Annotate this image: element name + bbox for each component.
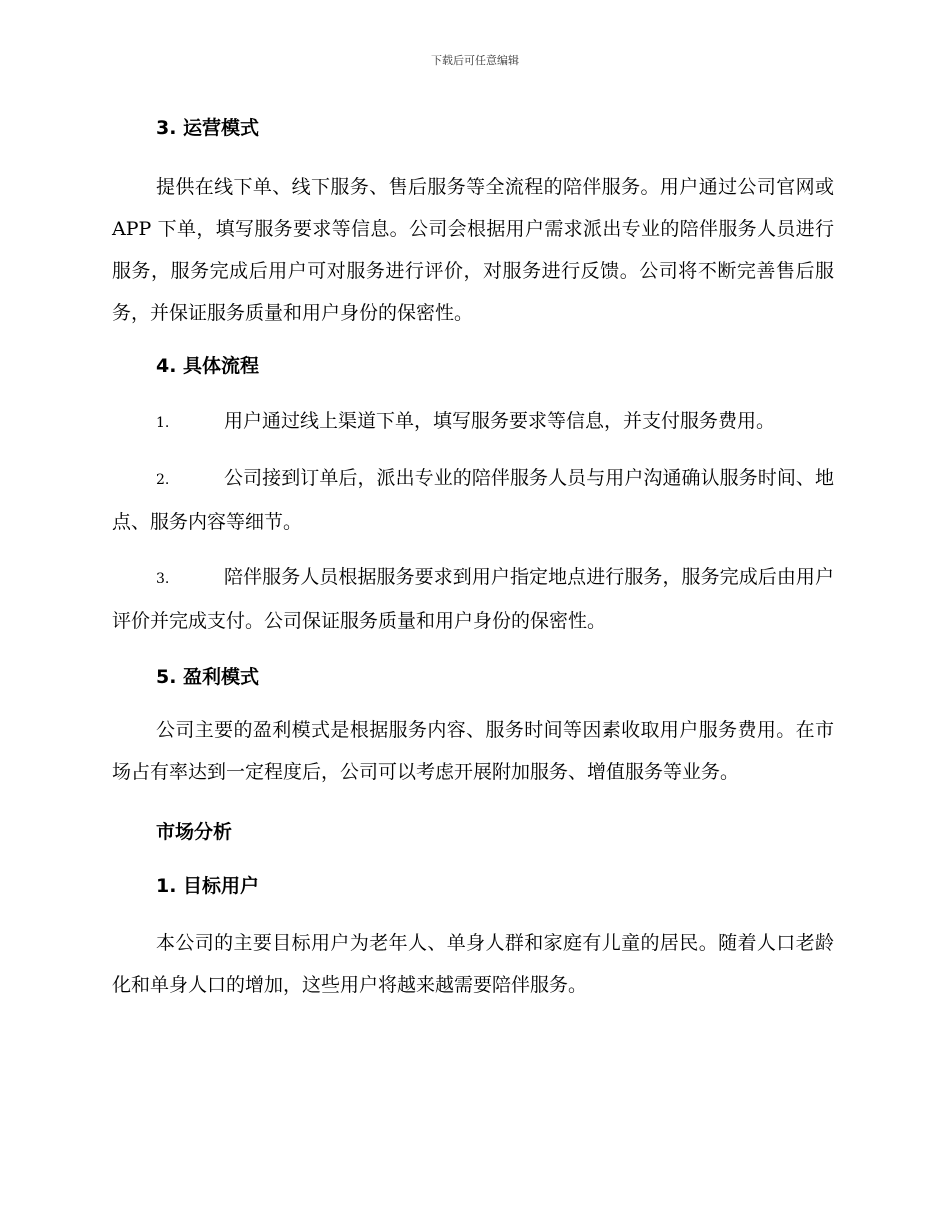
list-item-number: 3. bbox=[156, 571, 170, 587]
section-heading-target-users: 1. 目标用户 bbox=[156, 875, 260, 897]
section-heading-operation-model: 3. 运营模式 bbox=[156, 117, 260, 139]
list-item-text: 公司接到订单后，派出专业的陪伴服务人员与用户沟通确认服务时间、地点、服务内容等细节。 bbox=[112, 467, 834, 533]
section-heading-profit-model: 5. 盈利模式 bbox=[156, 666, 260, 688]
paragraph-target-users: 本公司的主要目标用户为老年人、单身人群和家庭有儿童的居民。随着人口老龄化和单身人口的增加，这些用户将越来越需要陪伴服务。 bbox=[112, 932, 834, 996]
list-item-number: 1. bbox=[156, 415, 170, 431]
list-item-text: 陪伴服务人员根据服务要求到用户指定地点进行服务，服务完成后由用户评价并完成支付。公司保证服务质量和用户身份的保密性。 bbox=[112, 566, 834, 632]
list-item-number: 2. bbox=[156, 472, 170, 488]
paragraph-operation-model: 提供在线下单、线下服务、售后服务等全流程的陪伴服务。用户通过公司官网或 APP 下单，填写服务要求等信息。公司会根据用户需求派出专业的陪伴服务人员进行服务，服务完成后用户可对服务进行评价，对服务进行反馈。公司将不断完善售后服务，并保证服务质量和用户身份的保密性。 bbox=[112, 176, 834, 324]
section-heading-market-analysis: 市场分析 bbox=[156, 821, 233, 843]
list-item bbox=[112, 457, 834, 543]
section-heading-process: 4. 具体流程 bbox=[156, 355, 260, 377]
paragraph-profit-model: 公司主要的盈利模式是根据服务内容、服务时间等因素收取用户服务费用。在市场占有率达到一定程度后，公司可以考虑开展附加服务、增值服务等业务。 bbox=[112, 719, 834, 783]
list-item bbox=[112, 556, 834, 642]
list-item bbox=[112, 400, 834, 444]
list-item-text: 用户通过线上渠道下单，填写服务要求等信息，并支付服务费用。 bbox=[224, 410, 776, 432]
page-header: 下载后可任意编辑 bbox=[431, 54, 519, 67]
document-body bbox=[112, 110, 834, 1006]
